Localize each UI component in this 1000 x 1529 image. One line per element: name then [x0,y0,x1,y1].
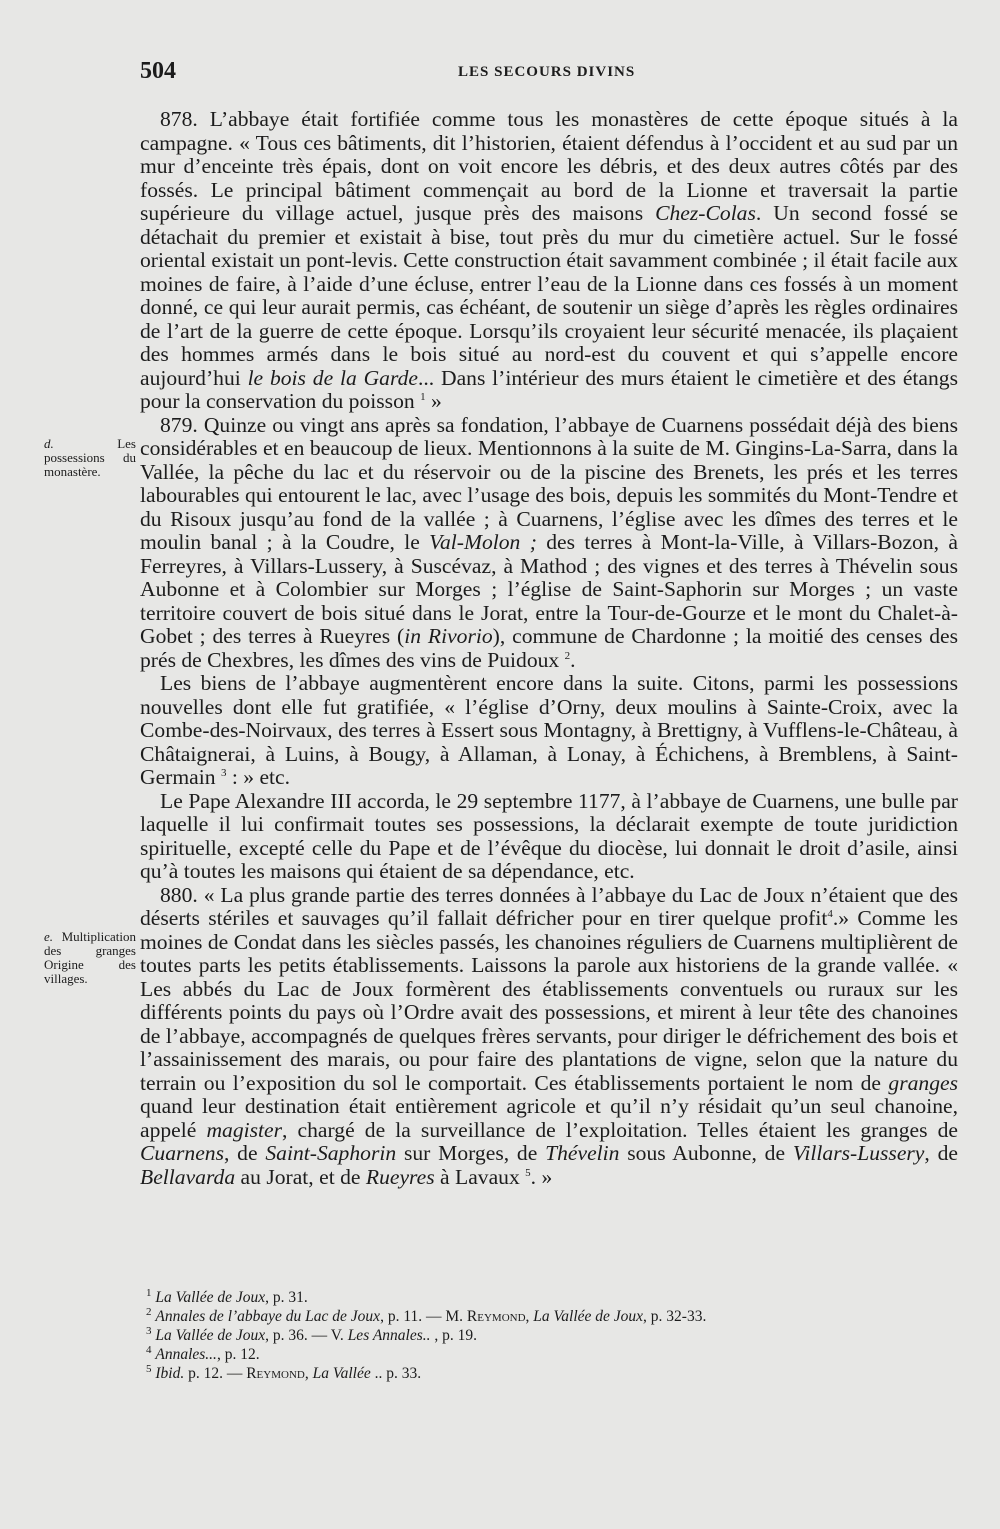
note-reference: 3 [220,766,227,779]
footnote-text: .. p. 33. [370,1365,422,1382]
text-run: sous Aubonne, de [619,1141,793,1165]
footnote-number: 2 [146,1305,152,1318]
text-run: , chargé de la surveillance de l’exploitation. Telles étaient les granges de [282,1117,958,1142]
text-run: quand leur destination était entièrement agricole et qu’il n’y résidait qu’un seul chanoine, appelé [140,1094,958,1142]
footnote-text: , p. 12. [216,1346,260,1363]
italic-place: Chez-Colas [655,201,756,225]
footnote-text: , [525,1308,534,1325]
text-run: . Un second fossé se détachait du premier et existait à bise, tout près du mur du cimetière actuel. Sur le fossé oriental existait un pont-levis. Cette construction était savamment combinée ; il était facile aux moines de faire, à l’aide d’une écluse, entrer l’eau de la Lionne dans ces fossés à un moment donné, ce qui leur aurait permis, cas échéant, de soutenir un siège d’après les règles ordinaires de l’art de la guerre de cette époque. Lorsqu’ils croyaient leur sécurité menacée, ils plaçaient des hommes armés dans le bois situé au nord-est du couvent et qui s’appelle encore aujourd’hui [140,201,958,390]
footnote-title: La Vallée [312,1365,371,1382]
running-title: LES SECOURS DIVINS [458,64,636,80]
note-reference: 5 [525,1166,531,1179]
paragraph-pape [140,790,958,884]
note-reference: 1 [420,390,426,403]
italic-place: le bois de la Garde [247,365,418,390]
footnote-text: , p. 19. [430,1327,478,1344]
footnote-text: , p. 32-33. [643,1308,707,1325]
footnotes [146,1288,946,1383]
footnote-number: 5 [146,1362,152,1375]
paragraph-878 [140,108,958,414]
italic-place: Villars-Lussery [792,1141,925,1165]
italic-place: Bellavarda [140,1164,236,1189]
footnote-author: Reymond [246,1365,305,1382]
text-run: 880. « La plus grande partie des terres données à l’abbaye du Lac de Joux n’étaient que des déserts stériles et sauvages qu’il fallait défricher pour en tirer quelque profit [140,882,958,930]
text-run: , de [223,1141,266,1165]
text-run: . [570,647,576,672]
footnote-number: 1 [146,1286,152,1299]
footnote-text: , [304,1365,313,1382]
paragraph-biens [140,672,958,790]
text-run: ), commune de Chardonne ; la moitié des censes des prés de Chexbres, les dîmes des vins de Puidoux [140,624,959,672]
footnote-title: Ibid. [155,1365,185,1382]
margin-note-possessions [44,437,136,479]
footnote-title: Annales... [155,1346,217,1363]
main-text [140,108,958,1189]
footnote-number: 4 [146,1343,152,1356]
footnote-title: Annales de l’abbaye du Lac de Joux [155,1308,381,1325]
text-run: Le Pape Alexandre III accorda, le 29 septembre 1177, à l’abbaye de Cuarnens, une bulle par laquelle il lui confirmait toutes ses possessions, la déclarait exempte de toute juridiction spirituelle, excepté celle du Pape et de l’évêque du diocèse, lui donnait le droit d’asile, ainsi qu’à toutes les maisons qui étaient de sa dépendance, etc. [140,788,958,883]
text-run: 879. Quinze ou vingt ans après sa fondation, l’abbaye de Cuarnens possédait déjà des biens considérables et en beaucoup de lieux. Mentionnons à la suite de M. Gingins-La-Sarra, dans la Vallée, la pêche du lac et du réservoir ou de la piscine des Brenets, les prés et les terres labourables qui entourent le lac, avec l’usage des bois, depuis les sommités du Mont-Tendre et du Risoux jusqu’au fond de la vallée ; à Cuarnens, l’église avec les dîmes des terres et le moulin banal ; à la Coudre, le [140,412,958,554]
text-run: , de [924,1141,958,1165]
italic-place: Val-Molon ; [429,530,537,554]
text-run: ... Dans l’intérieur des murs étaient le cimetière et des étangs pour la conservation du poisson [140,365,958,413]
footnote-1 [146,1288,946,1307]
footnote-number: 3 [146,1324,152,1337]
margin-note-text: Les possessions du monastère. [44,436,136,479]
text-run: des terres à Mont-la-Ville, à Villars-Bozon, à Ferreyres, à Villars-Lussery, à Suscévaz, à Mathod ; des vignes et des terres à Thévelin sous Aubonne et à Colombier sur Morges ; l’église de Saint-Saphorin sur Morges ; un vaste territoire couvert de bois situé dans le Jorat, entre la Tour-de-Gourze et le mont du Chalet-à-Gobet ; des terres à Rueyres ( [140,530,958,648]
note-reference: 2 [564,649,571,662]
text-run: 878. L’abbaye était fortifiée comme tous les monastères de cette époque situés à la campagne. « Tous ces bâtiments, dit l’historien, étaient défendus à l’occident et au sud par un mur d’enceinte très épais, dont on voit encore les débris, et des deux autres côtés par des fossés. Le principal bâtiment commençait au bord de la Lionne et traversait la partie supérieure du village actuel, jusque près des maisons [140,107,958,225]
text-run: .» Comme les moines de Condat dans les siècles passés, les chanoines réguliers de Cuarnens multiplièrent de toutes parts les petits établissements. Laissons la parole aux historiens de la grande vallée. « Les abbés du Lac de Joux formèrent des établissements conventuels ou ruraux sur les différents points du pays où l’Ordre avait des possessions, et mirent à leur tête des chanoines de l’abbaye, accompagnés de quelques frères servants, pour diriger le défrichement des bois et l’assainissement des marais, ou pour faire des plantations de vigne, selon que la nature du terrain ou l’exposition du sol le comportait. Ces établissements portaient le nom de [140,906,958,1095]
footnote-text: p. 12. — [184,1365,247,1382]
margin-note-letter: e. [44,929,54,944]
text-run: : » etc. [226,765,291,789]
italic-place: Cuarnens [140,1141,224,1165]
footnote-3 [146,1326,946,1345]
margin-note-text: Multiplication des granges Origine des villages. [44,929,136,986]
margin-note-granges [44,930,136,986]
paragraph-879 [140,414,958,673]
footnote-text: , p. 36. — V. [265,1327,348,1344]
italic-place: Rueyres [365,1164,435,1189]
footnote-2 [146,1307,946,1326]
note-reference: 4 [827,907,833,920]
italic-place: in Rivorio [404,624,493,648]
footnote-4 [146,1345,946,1364]
text-run: . » [530,1164,553,1189]
footnote-5 [146,1364,946,1383]
margin-note-letter: d. [44,436,54,451]
text-run: sur Morges, de [396,1141,546,1165]
text-run: au Jorat, et de [235,1164,366,1189]
text-run: Les biens de l’abbaye augmentèrent encore dans la suite. Citons, parmi les possessions nouvelles dont elle fut gratifiée, « l’église d’Orny, deux moulins à Sainte-Croix, avec la Combe-des-Noirvaux, des terres à Essert sous Montagny, à Brettigny, à Vufflens-le-Château, à Châtaignerai, à Luins, à Bougy, à Allaman, à Lonay, à Échichens, à Bremblens, à Saint-Germain [140,671,958,789]
footnote-title: La Vallée de Joux [155,1289,266,1306]
italic-term: granges [888,1070,958,1095]
italic-term: magister [206,1117,283,1142]
italic-place: Saint-Saphorin [265,1141,397,1165]
page-number: 504 [140,58,176,84]
footnote-title: La Vallée de Joux [155,1327,266,1344]
footnote-author: Reymond [466,1308,526,1325]
italic-place: Thévelin [545,1141,620,1165]
paragraph-880 [140,884,958,1190]
footnote-title: La Vallée de Joux [533,1308,644,1325]
footnote-text: , p. 31. [265,1289,308,1306]
footnote-text: , p. 11. — M. [380,1308,467,1325]
text-run: » [425,389,442,413]
footnote-title: Les Annales.. [347,1327,431,1344]
text-run: à Lavaux [434,1164,526,1189]
